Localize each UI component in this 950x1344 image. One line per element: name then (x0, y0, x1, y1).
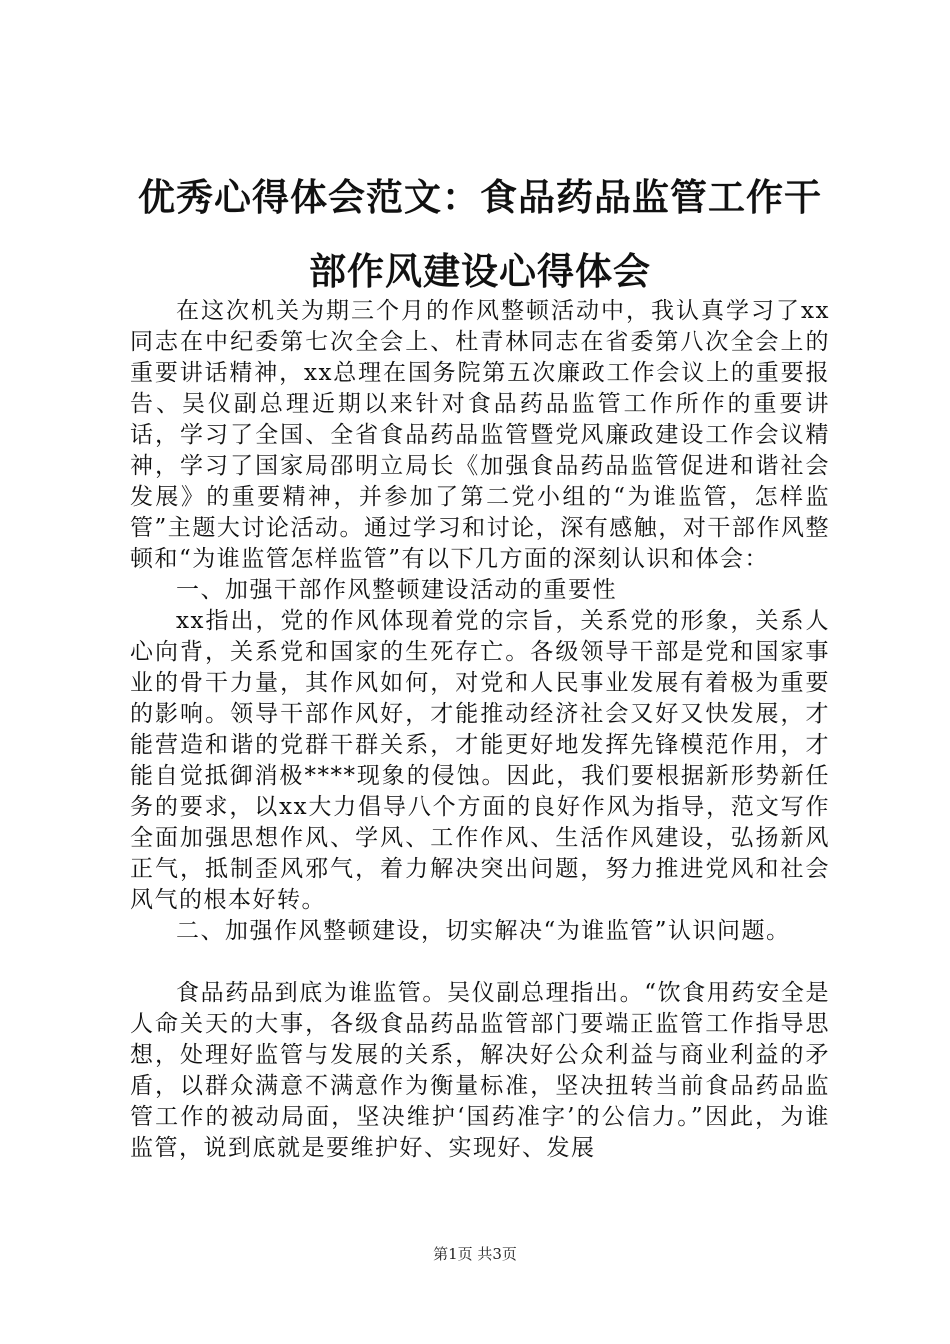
paragraph-section-2: 食品药品到底为谁监管。吴仪副总理指出。“饮食用药安全是人命关天的大事，各级食品药品监管部门要端正监管工作指导思想，处理好监管与发展的关系，解决好公众利益与商业利益的矛盾，以群众满意不满意作为衡量标准，坚决扭转当前食品药品监管工作的被动局面，坚决维护‘国药准字’的公信力。”因此，为谁监管，说到底就是要维护好、实现好、发展 (130, 980, 830, 1161)
document-title: 优秀心得体会范文：食品药品监管工作干部作风建设心得体会 (138, 175, 822, 293)
page-footer: 第1页 共3页 (433, 1245, 517, 1263)
document-body (130, 296, 830, 1164)
paragraph-section-1: xx指出，党的作风体现着党的宗旨，关系党的形象，关系人心向背，关系党和国家的生死存亡。各级领导干部是党和国家事业的骨干力量，其作风如何，对党和人民事业发展有着极为重要的影响。领导干部作风好，才能推动经济社会又好又快发展，才能营造和谐的党群干群关系，才能更好地发挥先锋模范作用，才能自觉抵御消极****现象的侵蚀。因此，我们要根据新形势新任务的要求，以xx大力倡导八个方面的良好作风为指导，范文写作全面加强思想作风、学风、工作作风、生活作风建设，弘扬新风正气，抵制歪风邪气，着力解决突出问题，努力推进党风和社会风气的根本好转。 (130, 608, 830, 913)
section-heading-1: 一、加强干部作风整顿建设活动的重要性 (176, 577, 617, 603)
section-heading-2: 二、加强作风整顿建设，切实解决“为谁监管”认识问题。 (176, 918, 791, 944)
paragraph-intro: 在这次机关为期三个月的作风整顿活动中，我认真学习了xx同志在中纪委第七次全会上、杜青林同志在省委第八次全会上的重要讲话精神，xx总理在国务院第五次廉政工作会议上的重要报告、吴仪副总理近期以来针对食品药品监管工作所作的重要讲话，学习了全国、全省食品药品监管暨党风廉政建设工作会议精神，学习了国家局邵明立局长《加强食品药品监管促进和谐社会发展》的重要精神，并参加了第二党小组的“为谁监管，怎样监管”主题大讨论活动。通过学习和讨论，深有感触，对干部作风整顿和“为谁监管怎样监管”有以下几方面的深刻认识和体会： (130, 298, 830, 572)
